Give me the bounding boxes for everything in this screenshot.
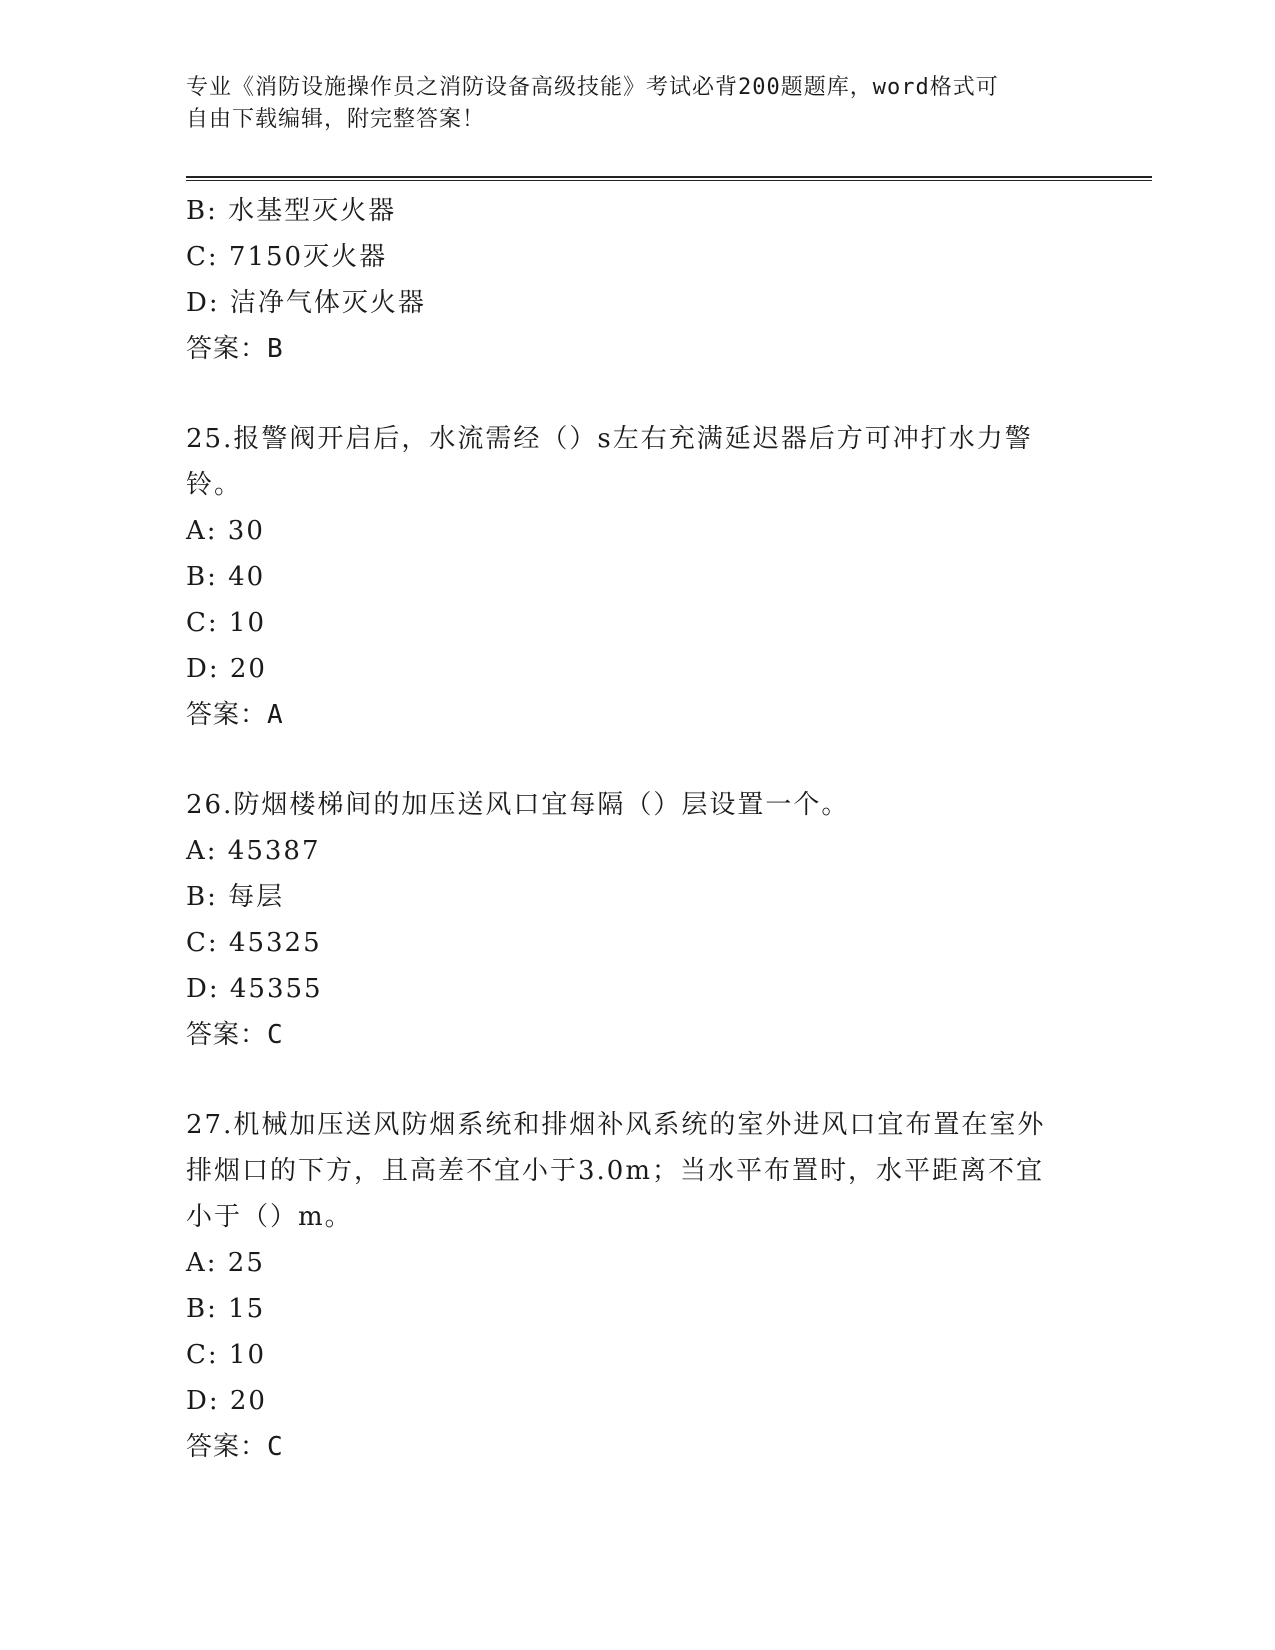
answer-label: 答案： (186, 334, 268, 364)
header-line-2: 自由下载编辑，附完整答案！ (186, 107, 486, 132)
option-d: D: 20 (186, 654, 267, 684)
option-a: A: 30 (186, 516, 265, 546)
answer-value: C (267, 1432, 284, 1462)
option-d: D: 45355 (186, 974, 323, 1004)
answer-line (186, 1424, 1086, 1470)
question-list (186, 188, 1086, 1470)
answer-value: B (267, 334, 284, 364)
answer-value: C (267, 1020, 284, 1050)
option-b: B: 15 (186, 1294, 266, 1324)
question-text-line: 25.报警阀开启后，水流需经（）s左右充满延迟器后方可冲打水力警 (186, 424, 1033, 454)
answer-line (186, 692, 1086, 738)
answer-label: 答案： (186, 1432, 268, 1462)
answer-label: 答案： (186, 700, 268, 730)
question-block-27 (186, 1102, 1086, 1470)
question-text-line: 排烟口的下方，且高差不宜小于3.0m；当水平布置时，水平距离不宜 (186, 1156, 1045, 1186)
question-block-25 (186, 416, 1086, 738)
header-divider (186, 176, 1152, 181)
page-header (186, 72, 1066, 136)
option-c: C: 7150灭火器 (186, 242, 388, 272)
option-c: C: 10 (186, 1340, 267, 1370)
answer-line (186, 326, 1086, 372)
question-text-line: 26.防烟楼梯间的加压送风口宜每隔（）层设置一个。 (186, 790, 850, 820)
option-d: D: 洁净气体灭火器 (186, 288, 426, 318)
header-line-1: 专业《消防设施操作员之消防设备高级技能》考试必背200题题库，word格式可 (186, 75, 999, 100)
answer-value: A (267, 700, 284, 730)
option-b: B: 每层 (186, 882, 285, 912)
option-c: C: 10 (186, 608, 267, 638)
question-block-26 (186, 782, 1086, 1058)
option-a: A: 25 (186, 1248, 265, 1278)
option-c: C: 45325 (186, 928, 322, 958)
question-text-line: 小于（）m。 (186, 1202, 353, 1232)
option-d: D: 20 (186, 1386, 267, 1416)
question-text-line: 铃。 (186, 470, 243, 500)
option-b: B: 水基型灭火器 (186, 196, 397, 226)
question-text-line: 27.机械加压送风防烟系统和排烟补风系统的室外进风口宜布置在室外 (186, 1110, 1046, 1140)
question-block-prev (186, 188, 1086, 372)
option-b: B: 40 (186, 562, 266, 592)
option-a: A: 45387 (186, 836, 321, 866)
answer-label: 答案： (186, 1020, 268, 1050)
answer-line (186, 1012, 1086, 1058)
